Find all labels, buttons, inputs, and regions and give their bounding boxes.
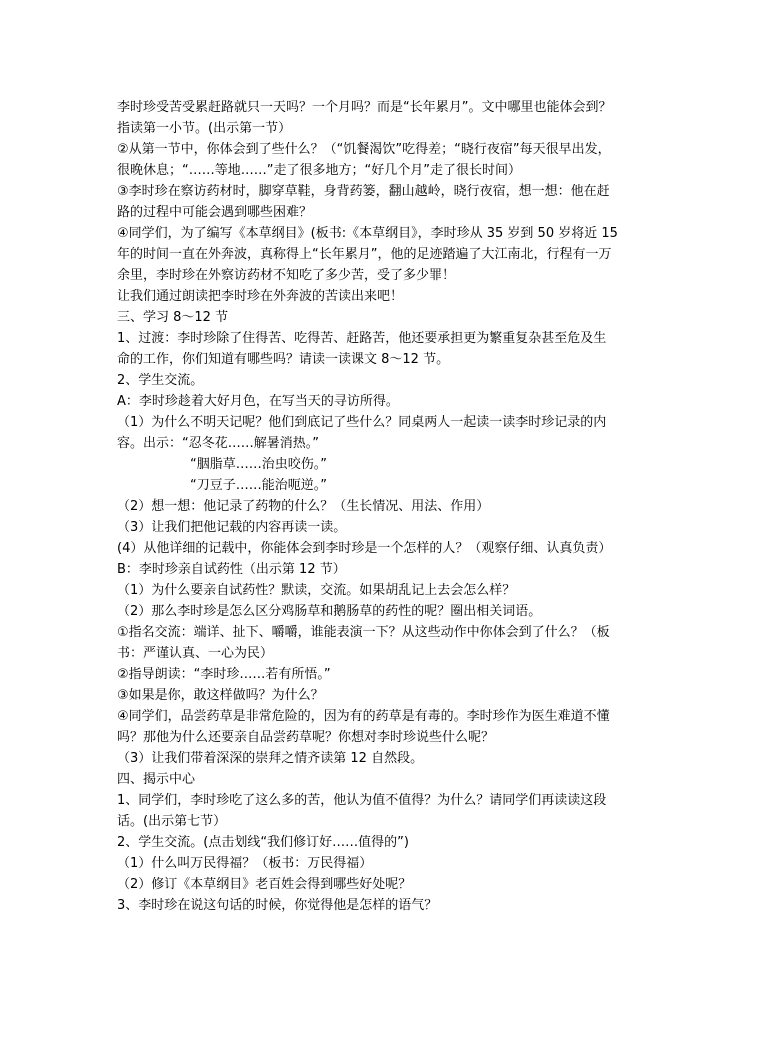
quoted-line: “刀豆子……能治呃逆。”: [190, 478, 327, 493]
text-line: A：李时珍趁着大好月色，在写当天的寻访所得。: [117, 394, 399, 409]
text-line: 路的过程中可能会遇到哪些困难？: [117, 205, 313, 220]
text-line: ②指导朗读：“李时珍……若有所悟。”: [117, 667, 331, 682]
text-line: 3、李时珍在说这句话的时候，你觉得他是怎样的语气？: [117, 898, 438, 913]
section-heading: 三、学习 8～12 节: [117, 310, 229, 325]
text-line: 吗？那他为什么还要亲自品尝药草呢？你想对李时珍说些什么呢？: [117, 730, 495, 745]
text-line: 1、同学们，李时珍吃了这么多的苦，他认为值不值得？为什么？请同学们再读读这段: [117, 793, 607, 808]
text-line: ④同学们，品尝药草是非常危险的，因为有的药草是有毒的。李时珍作为医生难道不懂: [117, 709, 610, 724]
text-line: （2）想一想：他记录了药物的什么？（生长情况、用法、作用）: [117, 499, 490, 514]
text-line: 年的时间一直在外奔波，真称得上“长年累月”，他的足迹踏遍了大江南北，行程有一万: [117, 247, 612, 262]
quoted-line: “胭脂草……治虫咬伤。”: [190, 457, 327, 472]
text-line: ②从第一节中，你体会到了些什么？（“饥餐渴饮”吃得差；“晓行夜宿”每天很早出发，: [117, 142, 611, 157]
text-line: 1、过渡：李时珍除了住得苦、吃得苦、赶路苦，他还要承担更为繁重复杂甚至危及生: [117, 331, 607, 346]
text-line: 话。(出示第七节）: [117, 814, 227, 829]
text-line: （2）那么李时珍是怎么区分鸡肠草和鹅肠草的药性的呢？圈出相关词语。: [117, 604, 542, 619]
text-line: （3）让我们带着深深的崇拜之情齐读第 12 自然段。: [117, 751, 424, 766]
document-body: [117, 97, 662, 916]
text-line: （1）为什么要亲自试药性？默读，交流。如果胡乱记上去会怎么样？: [117, 583, 516, 598]
text-line: 2、学生交流。(点击划线“我们修订好……值得的”): [117, 835, 409, 850]
text-line: 指读第一小节。(出示第一节）: [117, 121, 292, 136]
text-line: 李时珍受苦受累赶路就只一天吗？一个月吗？而是“长年累月”。文中哪里也能体会到？: [117, 100, 612, 115]
text-line: 容。出示：“忍冬花……解暑消热。”: [117, 436, 319, 451]
text-line: ④同学们，为了编写《本草纲目》(板书:《本草纲目》，李时珍从 35 岁到 50 岁将近 15: [117, 226, 618, 241]
text-line: ③如果是你，敢这样做吗？为什么？: [117, 688, 324, 703]
text-line: 命的工作，你们知道有哪些吗？请读一读课文 8～12 节。: [117, 352, 450, 367]
text-line: 2、学生交流。: [117, 373, 204, 388]
text-line: 余里，李时珍在外察访药材不知吃了多少苦，受了多少罪！: [117, 268, 456, 283]
text-line: B：李时珍亲自试药性（出示第 12 节）: [117, 562, 346, 577]
text-line: 书：严谨认真、一心为民）: [117, 646, 274, 661]
text-line: （3）让我们把他记载的内容再读一读。: [117, 520, 347, 535]
text-line: （1）为什么不明天记呢？他们到底记了些什么？同桌两人一起读一读李时珍记录的内: [117, 415, 607, 430]
text-line: ③李时珍在察访药材时，脚穿草鞋，身背药篓，翻山越岭，晓行夜宿，想一想：他在赶: [117, 184, 610, 199]
text-line: ①指名交流：端详、扯下、嚼嚼，谁能表演一下？从这些动作中你体会到了什么？（板: [117, 625, 610, 640]
section-heading: 四、揭示中心: [117, 772, 196, 787]
text-line: 让我们通过朗读把李时珍在外奔波的苦读出来吧！: [117, 289, 404, 304]
text-line: （1）什么叫万民得福？（板书：万民得福）: [117, 856, 373, 871]
text-line: (4）从他详细的记载中，你能体会到李时珍是一个怎样的人？（观察仔细、认真负责）: [117, 541, 612, 556]
text-line: （2）修订《本草纲目》老百姓会得到哪些好处呢？: [117, 877, 412, 892]
text-line: 很晚休息；“……等地……”走了很多地方；“好几个月”走了很长时间）: [117, 163, 521, 178]
